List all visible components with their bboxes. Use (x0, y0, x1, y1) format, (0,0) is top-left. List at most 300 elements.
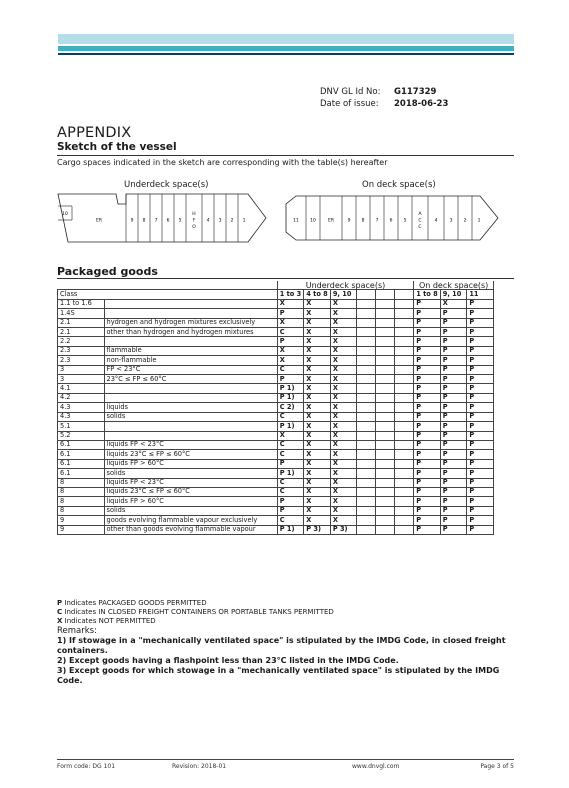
underdeck-vessel-svg (56, 192, 268, 246)
table-row (58, 328, 494, 337)
empty-cell (376, 299, 395, 308)
empty-cell (395, 384, 414, 393)
website-link[interactable]: www.dnvgl.com (352, 763, 400, 770)
table-row (58, 384, 494, 393)
ondeck-cell: P (414, 337, 441, 346)
underdeck-cell: X (330, 450, 357, 459)
class-cell: 4.3 (58, 403, 105, 412)
empty-cell (395, 525, 414, 534)
compartment-label: 4 (434, 218, 438, 224)
ondeck-cell: P (440, 487, 467, 496)
ondeck-cell: P (467, 440, 494, 449)
col-header: 1 to 8 (414, 290, 441, 299)
underdeck-cell: X (277, 299, 304, 308)
class-cell: 8 (58, 497, 105, 506)
ondeck-cell: P (440, 525, 467, 534)
compartment-label: 6 (389, 218, 393, 224)
underdeck-cell: X (277, 318, 304, 327)
ondeck-cell: P (440, 440, 467, 449)
compartment-label: ER (96, 218, 102, 224)
ondeck-cell: P (414, 318, 441, 327)
band-navy (58, 53, 514, 55)
empty-cell (395, 469, 414, 478)
underdeck-cell: X (304, 328, 331, 337)
underdeck-cell: C (277, 328, 304, 337)
date-label: Date of issue: (320, 99, 379, 109)
description-cell (104, 299, 277, 308)
compartment-label: 3 (218, 218, 222, 224)
form-code: Form code: DG 101 (57, 763, 116, 770)
remark-item: 3) Except goods for which stowage in a "mechanically ventilated space" is stipulated by the IMDG Code. (57, 666, 500, 685)
ondeck-cell: P (467, 412, 494, 421)
underdeck-cell: X (304, 393, 331, 402)
empty-cell (357, 450, 376, 459)
ondeck-sketch-label: On deck space(s) (362, 180, 436, 190)
ondeck-cell: P (440, 337, 467, 346)
class-cell: 3 (58, 365, 105, 374)
remark-item: 2) Except goods having a flashpoint less than 23°C listed in the IMDG Code. (57, 656, 399, 665)
underdeck-cell: X (304, 375, 331, 384)
sketch-title: Sketch of the vessel (57, 141, 177, 153)
table-row (58, 459, 494, 468)
compartment-label: C (418, 218, 422, 224)
empty-cell (395, 393, 414, 402)
compartment-label: 5 (403, 218, 407, 224)
ondeck-cell: P (440, 356, 467, 365)
table-row (58, 506, 494, 515)
empty-cell (395, 412, 414, 421)
ondeck-cell: P (467, 431, 494, 440)
underdeck-cell: X (330, 516, 357, 525)
compartment-label: 5 (178, 218, 182, 224)
ondeck-cell: P (414, 356, 441, 365)
empty-cell (357, 459, 376, 468)
empty-cell (357, 422, 376, 431)
compartment-label: ER (328, 218, 334, 224)
col-header: 4 to 8 (304, 290, 331, 299)
ondeck-cell: P (440, 328, 467, 337)
underdeck-cell: P (277, 309, 304, 318)
empty-cell (395, 440, 414, 449)
empty-cell (357, 375, 376, 384)
underdeck-cell: C (277, 478, 304, 487)
underdeck-cell: X (277, 356, 304, 365)
table-row (58, 422, 494, 431)
underdeck-cell: P (277, 497, 304, 506)
empty-cell (376, 403, 395, 412)
ondeck-cell: P (414, 299, 441, 308)
empty-cell (376, 422, 395, 431)
table-row (58, 497, 494, 506)
ondeck-cell: P (440, 459, 467, 468)
class-cell: 5.1 (58, 422, 105, 431)
empty-cell (376, 459, 395, 468)
ondeck-cell: P (414, 346, 441, 355)
table-column-header (58, 290, 494, 299)
compartment-label: 9 (347, 218, 351, 224)
ondeck-cell: P (414, 393, 441, 402)
description-cell (104, 337, 277, 346)
empty-cell (395, 403, 414, 412)
underdeck-cell: P 1) (277, 525, 304, 534)
empty-cell (357, 487, 376, 496)
underdeck-cell: P 1) (277, 393, 304, 402)
band-light (58, 34, 514, 44)
compartment-label: 10 (310, 218, 316, 224)
appendix-heading: APPENDIX (57, 125, 132, 141)
underdeck-cell: P 3) (330, 525, 357, 534)
id-label: DNV GL Id No: (320, 87, 381, 97)
compartment-label: 8 (142, 218, 146, 224)
empty-cell (376, 431, 395, 440)
empty-cell (357, 431, 376, 440)
class-cell: 4.2 (58, 393, 105, 402)
underdeck-cell: C (277, 516, 304, 525)
empty-cell (395, 328, 414, 337)
empty-cell (395, 497, 414, 506)
class-cell: 2.3 (58, 346, 105, 355)
description-cell (104, 422, 277, 431)
underdeck-cell: X (304, 459, 331, 468)
col-header: 1 to 3 (277, 290, 304, 299)
divider (57, 278, 514, 279)
description-cell: solids (104, 506, 277, 515)
empty-cell (357, 384, 376, 393)
underdeck-cell: P 1) (277, 384, 304, 393)
underdeck-cell: C (277, 365, 304, 374)
ondeck-cell: P (414, 440, 441, 449)
underdeck-sketch-label: Underdeck space(s) (124, 180, 209, 190)
ondeck-cell: P (467, 346, 494, 355)
table-row (58, 375, 494, 384)
class-cell: 2.1 (58, 318, 105, 327)
underdeck-cell: X (330, 309, 357, 318)
empty-cell (376, 356, 395, 365)
empty-cell (376, 375, 395, 384)
underdeck-group-header: Underdeck space(s) (277, 281, 414, 290)
class-header: Class (58, 290, 278, 299)
compartment-label: H (192, 212, 196, 218)
underdeck-cell: X (304, 318, 331, 327)
class-cell: 8 (58, 478, 105, 487)
underdeck-cell: X (304, 337, 331, 346)
ondeck-cell: P (467, 356, 494, 365)
table-row (58, 318, 494, 327)
class-cell: 1.1 to 1.6 (58, 299, 105, 308)
table-group-header (58, 281, 494, 290)
underdeck-cell: X (304, 384, 331, 393)
empty-cell (395, 375, 414, 384)
divider (57, 155, 514, 156)
ondeck-cell: P (414, 506, 441, 515)
ondeck-cell: P (467, 365, 494, 374)
col-header: 9, 10 (440, 290, 467, 299)
ondeck-cell: P (467, 375, 494, 384)
description-cell (104, 309, 277, 318)
ondeck-cell: P (467, 459, 494, 468)
ondeck-cell: P (467, 450, 494, 459)
underdeck-cell: X (330, 469, 357, 478)
table-row (58, 478, 494, 487)
underdeck-cell: X (304, 450, 331, 459)
underdeck-cell: X (330, 487, 357, 496)
empty-cell (357, 440, 376, 449)
empty-cell (376, 478, 395, 487)
table-row (58, 309, 494, 318)
empty-cell (395, 487, 414, 496)
ondeck-cell: P (440, 318, 467, 327)
table-row (58, 412, 494, 421)
empty-cell (357, 309, 376, 318)
ondeck-cell: X (440, 299, 467, 308)
empty-cell (357, 299, 376, 308)
description-cell (104, 431, 277, 440)
empty-cell (376, 346, 395, 355)
ondeck-cell: P (440, 403, 467, 412)
underdeck-cell: C (277, 412, 304, 421)
table-row (58, 337, 494, 346)
ondeck-vessel-sketch (284, 192, 504, 246)
description-cell (104, 384, 277, 393)
class-cell: 6.1 (58, 469, 105, 478)
empty-cell (395, 450, 414, 459)
underdeck-cell: P (277, 337, 304, 346)
ondeck-cell: P (440, 375, 467, 384)
empty-cell (357, 516, 376, 525)
ondeck-cell: P (440, 469, 467, 478)
packaged-goods-table (57, 281, 494, 535)
ondeck-cell: P (414, 525, 441, 534)
empty-cell (376, 393, 395, 402)
empty-cell (395, 309, 414, 318)
underdeck-cell: P (277, 459, 304, 468)
ondeck-cell: P (467, 506, 494, 515)
description-cell: 23°C ≤ FP ≤ 60°C (104, 375, 277, 384)
table-row (58, 525, 494, 534)
description-cell: FP < 23°C (104, 365, 277, 374)
compartment-label: F (192, 218, 196, 224)
class-cell: 8 (58, 487, 105, 496)
ondeck-cell: P (467, 497, 494, 506)
id-value: G117329 (394, 87, 437, 97)
ondeck-cell: P (440, 497, 467, 506)
ondeck-cell: P (467, 299, 494, 308)
class-cell: 6.1 (58, 459, 105, 468)
remark-item: 1) If stowage in a "mechanically ventilated space" is stipulated by the IMDG Code, in closed freight containers. (57, 636, 506, 655)
ondeck-cell: P (414, 487, 441, 496)
ondeck-cell: P (414, 497, 441, 506)
empty-cell (395, 356, 414, 365)
underdeck-cell: X (304, 356, 331, 365)
ondeck-cell: P (440, 412, 467, 421)
underdeck-cell: X (304, 497, 331, 506)
empty-cell (395, 299, 414, 308)
legend (57, 599, 334, 626)
class-cell: 4.3 (58, 412, 105, 421)
description-cell: solids (104, 412, 277, 421)
underdeck-cell: P 1) (277, 422, 304, 431)
compartment-label: 1 (242, 218, 246, 224)
table-row (58, 440, 494, 449)
empty-cell (395, 478, 414, 487)
revision: Revision: 2018-01 (172, 763, 227, 770)
ondeck-cell: P (414, 365, 441, 374)
empty-cell (357, 328, 376, 337)
compartment-label: 11 (293, 218, 299, 224)
table-row (58, 487, 494, 496)
empty-cell (376, 516, 395, 525)
empty-cell (395, 318, 414, 327)
page-number: Page 3 of 5 (480, 763, 514, 770)
underdeck-cell: X (330, 403, 357, 412)
ondeck-cell: P (440, 450, 467, 459)
underdeck-cell: P (277, 506, 304, 515)
sketch-caption: Cargo spaces indicated in the sketch are corresponding with the table(s) hereafter (57, 158, 388, 167)
ondeck-cell: P (467, 393, 494, 402)
ondeck-cell: P (440, 365, 467, 374)
empty-cell (395, 346, 414, 355)
ondeck-cell: P (414, 422, 441, 431)
underdeck-cell: X (304, 469, 331, 478)
underdeck-cell: X (304, 299, 331, 308)
underdeck-cell: C (277, 487, 304, 496)
underdeck-cell: X (304, 412, 331, 421)
ondeck-cell: P (414, 478, 441, 487)
packaged-goods-title: Packaged goods (57, 265, 158, 278)
empty-cell (357, 525, 376, 534)
underdeck-cell: X (330, 412, 357, 421)
empty-cell (395, 337, 414, 346)
header-bands (58, 34, 514, 57)
empty-cell (376, 318, 395, 327)
underdeck-cell: X (304, 440, 331, 449)
class-cell: 9 (58, 516, 105, 525)
underdeck-cell: X (304, 478, 331, 487)
footer-divider (57, 759, 514, 760)
empty-cell (376, 384, 395, 393)
empty-cell (357, 497, 376, 506)
description-cell: liquids FP < 23°C (104, 440, 277, 449)
underdeck-cell: P 3) (304, 525, 331, 534)
empty-cell (376, 469, 395, 478)
class-cell: 2.3 (58, 356, 105, 365)
description-cell: liquids 23°C ≤ FP ≤ 60°C (104, 487, 277, 496)
empty-cell (357, 356, 376, 365)
empty-cell (357, 469, 376, 478)
description-cell: liquids (104, 403, 277, 412)
ondeck-cell: P (440, 384, 467, 393)
empty-cell (395, 459, 414, 468)
empty-cell (357, 393, 376, 402)
description-cell: non-flammable (104, 356, 277, 365)
underdeck-cell: X (330, 497, 357, 506)
class-cell: 6.1 (58, 440, 105, 449)
underdeck-cell: X (330, 346, 357, 355)
table-row (58, 431, 494, 440)
compartment-label: 10 (62, 212, 68, 217)
date-value: 2018-06-23 (394, 99, 449, 109)
underdeck-cell: X (330, 431, 357, 440)
underdeck-cell: X (304, 403, 331, 412)
empty-cell (357, 412, 376, 421)
class-cell: 4.1 (58, 384, 105, 393)
empty-cell (395, 516, 414, 525)
band-teal (58, 46, 514, 51)
underdeck-cell: X (277, 346, 304, 355)
table-row (58, 299, 494, 308)
ondeck-cell: P (414, 431, 441, 440)
ondeck-cell: P (440, 393, 467, 402)
legend-item: X Indicates NOT PERMITTED (57, 617, 156, 625)
table-row (58, 356, 494, 365)
legend-item: P Indicates PACKAGED GOODS PERMITTED (57, 599, 207, 607)
description-cell (104, 393, 277, 402)
compartment-label: 2 (230, 218, 234, 224)
empty-cell (357, 337, 376, 346)
table-row (58, 403, 494, 412)
empty-cell (376, 412, 395, 421)
underdeck-cell: C (277, 440, 304, 449)
table-row (58, 516, 494, 525)
underdeck-cell: X (330, 365, 357, 374)
empty-cell (395, 422, 414, 431)
underdeck-cell: X (330, 478, 357, 487)
ondeck-cell: P (414, 403, 441, 412)
underdeck-cell: X (330, 337, 357, 346)
underdeck-cell: X (330, 328, 357, 337)
underdeck-cell: X (330, 299, 357, 308)
empty-cell (395, 431, 414, 440)
ondeck-cell: P (467, 328, 494, 337)
remarks (57, 626, 514, 686)
ondeck-cell: P (467, 318, 494, 327)
underdeck-cell: P 1) (277, 469, 304, 478)
ondeck-group-header: On deck space(s) (414, 281, 494, 290)
ondeck-cell: P (440, 422, 467, 431)
underdeck-cell: X (330, 459, 357, 468)
underdeck-cell: P (277, 375, 304, 384)
underdeck-cell: C 2) (277, 403, 304, 412)
compartment-label: 3 (449, 218, 453, 224)
ondeck-cell: P (414, 469, 441, 478)
footer (57, 763, 514, 770)
description-cell: other than goods evolving flammable vapour (104, 525, 277, 534)
underdeck-cell: X (304, 422, 331, 431)
underdeck-cell: X (330, 422, 357, 431)
underdeck-cell: X (330, 440, 357, 449)
underdeck-cell: X (330, 375, 357, 384)
ondeck-cell: P (440, 506, 467, 515)
class-cell: 3 (58, 375, 105, 384)
compartment-label: 6 (166, 218, 170, 224)
underdeck-cell: C (277, 450, 304, 459)
compartment-label: 9 (130, 218, 134, 224)
empty-cell (395, 506, 414, 515)
compartment-label: O (192, 224, 196, 230)
ondeck-cell: P (467, 469, 494, 478)
empty-cell (376, 309, 395, 318)
col-header: 9, 10 (330, 290, 357, 299)
description-cell: other than hydrogen and hydrogen mixtures (104, 328, 277, 337)
ondeck-cell: P (440, 431, 467, 440)
ondeck-cell: P (414, 375, 441, 384)
ondeck-cell: P (467, 384, 494, 393)
table-row (58, 365, 494, 374)
class-cell: 8 (58, 506, 105, 515)
description-cell: liquids FP > 60°C (104, 497, 277, 506)
underdeck-cell: X (304, 431, 331, 440)
empty-cell (376, 487, 395, 496)
